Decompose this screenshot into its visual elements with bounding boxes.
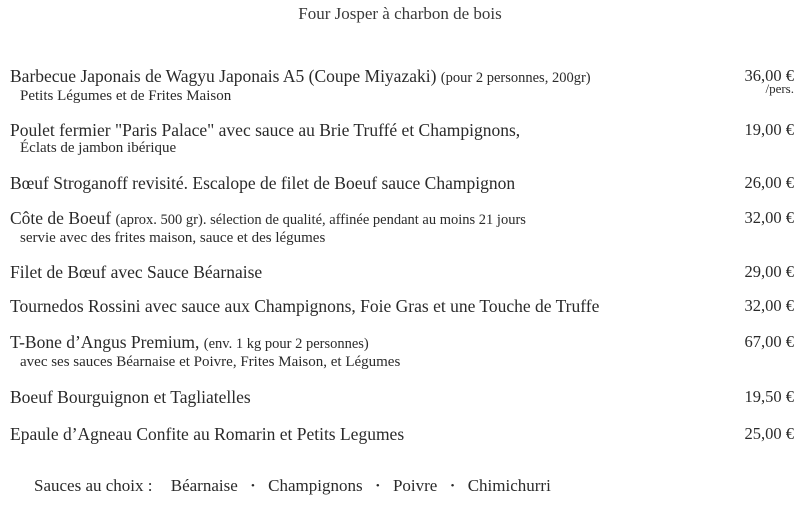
item-note: (pour 2 personnes, 200gr) xyxy=(440,70,591,86)
item-line xyxy=(10,173,794,193)
menu-item xyxy=(10,66,794,105)
menu-item xyxy=(10,173,794,193)
item-description: avec ses sauces Béarnaise et Poivre, Frites Maison, et Légumes xyxy=(20,354,401,370)
item-line xyxy=(10,424,794,444)
item-name: Bœuf Stroganoff revisité. Escalope de filet de Boeuf sauce Champignon xyxy=(10,173,516,193)
item-note: (env. 1 kg pour 2 personnes) xyxy=(203,336,369,352)
menu-item xyxy=(10,296,794,316)
menu-item xyxy=(10,120,794,157)
bullet-separator: • xyxy=(251,480,255,492)
item-price: 19,00 € xyxy=(744,120,794,139)
item-line xyxy=(10,66,794,88)
item-name: Côte de Boeuf xyxy=(10,208,112,228)
item-name: Epaule d’Agneau Confite au Romarin et Petits Legumes xyxy=(10,424,405,444)
item-line xyxy=(10,332,794,354)
sauce-option: Béarnaise xyxy=(170,476,238,495)
menu-item xyxy=(10,387,794,407)
item-description: Petits Légumes et de Frites Maison xyxy=(20,88,232,104)
item-name: Tournedos Rossini avec sauce aux Champignons, Foie Gras et une Touche de Truffe xyxy=(10,296,600,316)
item-name: T-Bone d’Angus Premium, xyxy=(10,332,200,352)
menu-item xyxy=(10,208,794,247)
item-description: Éclats de jambon ibérique xyxy=(20,140,177,156)
price-unit: /pers. xyxy=(765,81,794,96)
item-name: Poulet fermier "Paris Palace" avec sauce au Brie Truffé et Champignons, xyxy=(10,120,521,140)
menu-item xyxy=(10,262,794,282)
item-line xyxy=(10,387,794,407)
item-price: 26,00 € xyxy=(744,173,794,192)
item-line xyxy=(10,120,794,140)
item-price: 25,00 € xyxy=(744,424,794,443)
item-note: (aprox. 500 gr). sélection de qualité, affinée pendant au moins 21 jours xyxy=(115,212,526,228)
item-price: 67,00 € xyxy=(744,332,794,351)
sauces-label: Sauces au choix : xyxy=(34,476,153,495)
bullet-separator: • xyxy=(375,480,380,492)
sauce-option: Champignons xyxy=(268,476,363,495)
item-price: 29,00 € xyxy=(744,262,794,281)
item-price: 19,50 € xyxy=(744,387,794,406)
sauce-option: Chimichurri xyxy=(467,476,551,495)
sauces-line xyxy=(34,476,551,496)
menu-item xyxy=(10,424,794,444)
item-price: 32,00 € xyxy=(744,296,794,315)
item-line xyxy=(10,296,794,316)
section-title: Four Josper à charbon de bois xyxy=(298,4,502,23)
bullet-separator: • xyxy=(450,480,455,492)
sauce-option: Poivre xyxy=(392,476,438,495)
item-name: Boeuf Bourguignon et Tagliatelles xyxy=(10,387,251,407)
item-name: Filet de Bœuf avec Sauce Béarnaise xyxy=(10,262,263,282)
item-price: 36,00 € xyxy=(744,66,794,85)
item-line xyxy=(10,208,794,230)
item-description: servie avec des frites maison, sauce et des légumes xyxy=(20,230,326,246)
menu-item xyxy=(10,332,794,371)
item-price: 32,00 € xyxy=(744,208,794,227)
item-name: Barbecue Japonais de Wagyu Japonais A5 (Coupe Miyazaki) xyxy=(10,66,437,86)
item-line xyxy=(10,262,794,282)
